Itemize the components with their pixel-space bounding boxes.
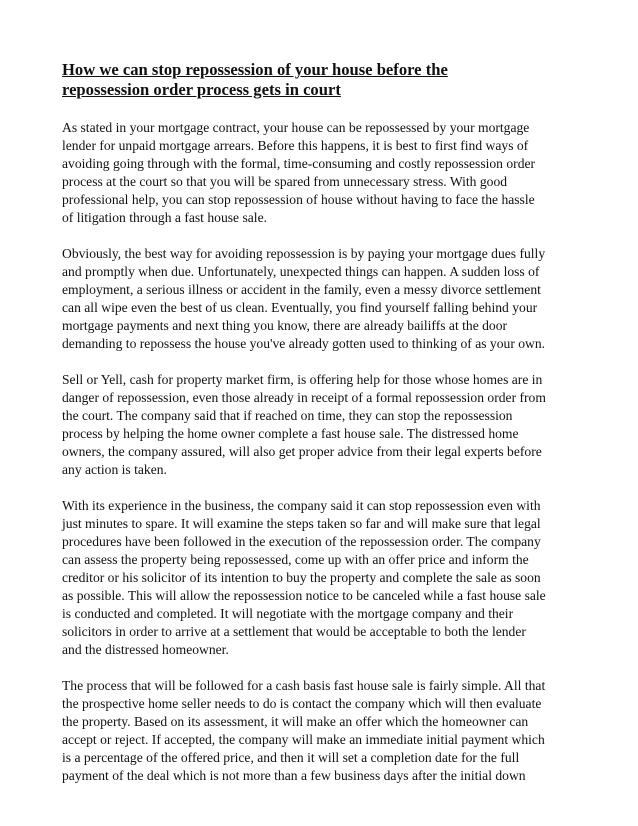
paragraph-avoiding: Obviously, the best way for avoiding repossession is by paying your mortgage dues fully and promptly when due. Unfortunately, unexpected things can happen. A sudden loss of employment, a serious illness or accident in the family, even a messy divorce settlement can all wipe even the best of us clean. Eventually, you find yourself falling behind your mortgage payments and next thing you know, there are already bailiffs at the door demanding to repossess the house you've already gotten used to thinking of as your own. [62,246,546,351]
paragraph-company-offer: Sell or Yell, cash for property market firm, is offering help for those whose homes are in danger of repossession, even those already in receipt of a formal repossession order from the court. The company said that if reached on time, they can stop the repossession process by helping the home owner complete a fast house sale. The distressed home owners, the company assured, will also get proper advice from their legal experts before any action is taken. [62,372,546,477]
document-page [62,60,582,803]
paragraph-process: The process that will be followed for a cash basis fast house sale is fairly simple. All that the prospective home seller needs to do is contact the company which will then evaluate the property. Based on its assessment, it will make an offer which the homeowner can accept or reject. If accepted, the company will make an immediate initial payment which is a percentage of the offered price, and then it will set a completion date for the full payment of the deal which is not more than a few business days after the initial down [62,678,546,783]
document-title: How we can stop repossession of your house before the repossession order process gets in court [62,60,448,99]
paragraph-experience: With its experience in the business, the company said it can stop repossession even with just minutes to spare. It will examine the steps taken so far and will make sure that legal procedures have been followed in the execution of the repossession order. The company can assess the property being repossessed, come up with an offer price and inform the creditor or his solicitor of its intention to buy the property and complete the sale as soon as possible. This will allow the repossession notice to be canceled while a fast house sale is conducted and completed. It will negotiate with the mortgage company and their solicitors in order to arrive at a settlement that would be acceptable to both the lender and the distressed homeowner. [62,498,546,657]
paragraph-intro: As stated in your mortgage contract, your house can be repossessed by your mortgage lender for unpaid mortgage arrears. Before this happens, it is best to first find ways of avoiding going through with the formal, time-consuming and costly repossession order process at the court so that you will be spared from unnecessary stress. With good professional help, you can stop repossession of house without having to face the hassle of litigation through a fast house sale. [62,120,536,225]
